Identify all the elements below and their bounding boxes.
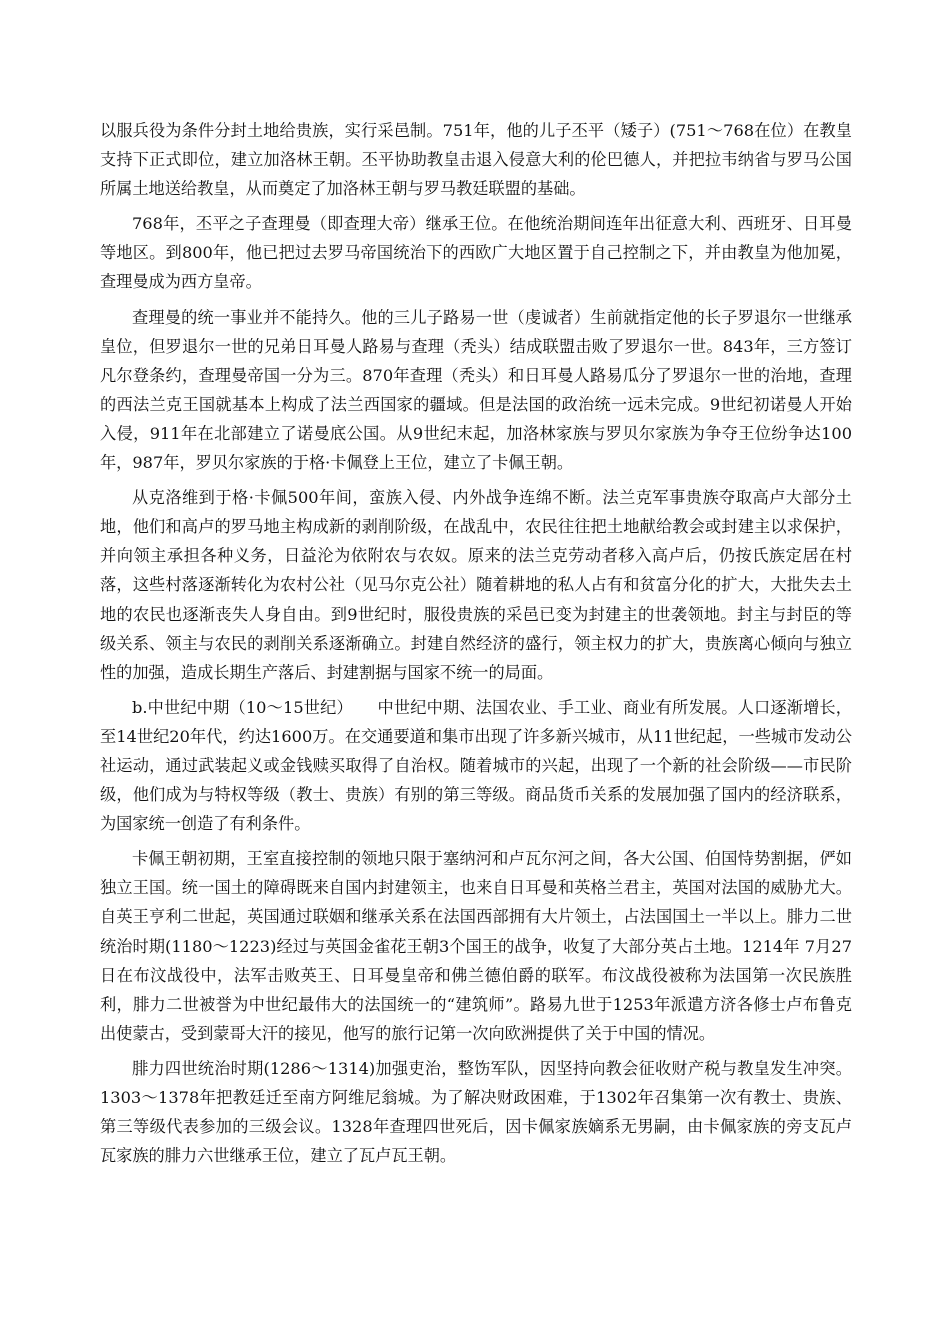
paragraph-7: 腓力四世统治时期(1286～1314)加强吏治，整饬军队，因坚持向教会征收财产税与教皇发生冲突。1303～1378年把教廷迁至南方阿维尼翁城。为了解决财政困难，于1302年召集第一次有教士、贵族、第三等级代表参加的三级会议。1328年查理四世死后，因卡佩家族嫡系无男嗣，由卡佩家族的旁支瓦卢瓦家族的腓力六世继承王位，建立了瓦卢瓦王朝。 <box>100 1058 852 1166</box>
paragraph-5: b.中世纪中期（10～15世纪） 中世纪中期、法国农业、手工业、商业有所发展。人口逐渐增长，至14世纪20年代，约达1600万。在交通要道和集市出现了许多新兴城市，从11世纪起，一些城市发动公社运动，通过武装起义或金钱赎买取得了自治权。随着城市的兴起，出现了一个新的社会阶级——市民阶级，他们成为与特权等级（教士、贵族）有别的第三等级。商品货币关系的发展加强了国内的经济联系，为国家统一创造了有利条件。 <box>100 697 852 834</box>
document-body <box>100 116 852 1176</box>
paragraph-6: 卡佩王朝初期，王室直接控制的领地只限于塞纳河和卢瓦尔河之间，各大公国、伯国恃势割据，俨如独立王国。统一国土的障碍既来自国内封建领主，也来自日耳曼和英格兰君主，英国对法国的威胁尤大。自英王亨利二世起，英国通过联姻和继承关系在法国西部拥有大片领土，占法国国土一半以上。腓力二世统治时期(1180～1223)经过与英国金雀花王朝3个国王的战争，收复了大部分英占土地。1214年 7月27日在布汶战役中，法军击败英王、日耳曼皇帝和佛兰德伯爵的联军。布汶战役被称为法国第一次民族胜利，腓力二世被誉为中世纪最伟大的法国统一的“建筑师”。路易九世于1253年派遣方济各修士卢布鲁克出使蒙古，受到蒙哥大汗的接见，他写的旅行记第一次向欧洲提供了关于中国的情况。 <box>100 849 852 1043</box>
paragraph-1: 以服兵役为条件分封土地给贵族，实行采邑制。751年，他的儿子丕平（矮子）(751～768在位）在教皇支持下正式即位，建立加洛林王朝。丕平协助教皇击退入侵意大利的伦巴德人，并把拉韦纳省与罗马公国所属土地送给教皇，从而奠定了加洛林王朝与罗马教廷联盟的基础。 <box>100 121 852 199</box>
paragraph-4: 从克洛维到于格·卡佩500年间，蛮族入侵、内外战争连绵不断。法兰克军事贵族夺取高卢大部分土地，他们和高卢的罗马地主构成新的剥削阶级，在战乱中，农民往往把土地献给教会或封建主以求保护，并向领主承担各种义务，日益沦为依附农与农奴。原来的法兰克劳动者移入高卢后，仍按氏族定居在村落，这些村落逐渐转化为农村公社（见马尔克公社）随着耕地的私人占有和贫富分化的扩大，大批失去土地的农民也逐渐丧失人身自由。到9世纪时，服役贵族的采邑已变为封建主的世袭领地。封主与封臣的等级关系、领主与农民的剥削关系逐渐确立。封建自然经济的盛行，领主权力的扩大，贵族离心倾向与独立性的加强，造成长期生产落后、封建割据与国家不统一的局面。 <box>100 488 852 682</box>
paragraph-2: 768年，丕平之子查理曼（即查理大帝）继承王位。在他统治期间连年出征意大利、西班牙、日耳曼等地区。到800年，他已把过去罗马帝国统治下的西欧广大地区置于自己控制之下，并由教皇为他加冕，查理曼成为西方皇帝。 <box>100 214 852 292</box>
paragraph-3: 查理曼的统一事业并不能持久。他的三儿子路易一世（虔诚者）生前就指定他的长子罗退尔一世继承皇位，但罗退尔一世的兄弟日耳曼人路易与查理（秃头）结成联盟击败了罗退尔一世。843年，三方签订凡尔登条约，查理曼帝国一分为三。870年查理（秃头）和日耳曼人路易瓜分了罗退尔一世的治地，查理的西法兰克王国就基本上构成了法兰西国家的疆域。但是法国的政治统一远未完成。9世纪初诺曼人开始入侵，911年在北部建立了诺曼底公国。从9世纪末起，加洛林家族与罗贝尔家族为争夺王位纷争达100年，987年，罗贝尔家族的于格·卡佩登上王位，建立了卡佩王朝。 <box>100 307 852 473</box>
